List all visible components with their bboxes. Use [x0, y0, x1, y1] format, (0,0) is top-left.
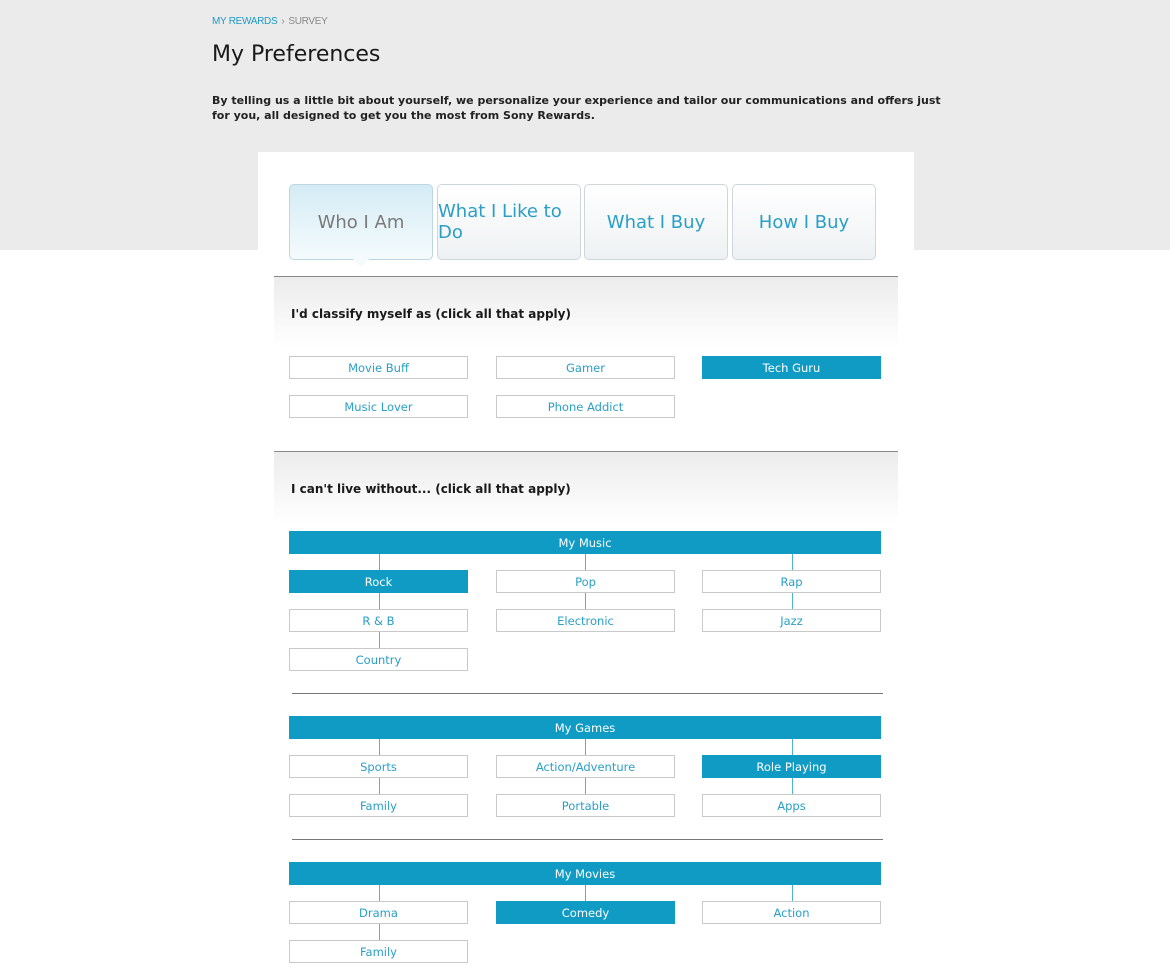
option-rock[interactable]: Rock: [289, 570, 468, 593]
option-games-family[interactable]: Family: [289, 794, 468, 817]
connector-line: [585, 593, 586, 609]
page-title: My Preferences: [212, 42, 381, 67]
connector-line: [379, 924, 380, 940]
option-jazz[interactable]: Jazz: [702, 609, 881, 632]
connector-line: [379, 885, 380, 901]
option-comedy[interactable]: Comedy: [496, 901, 675, 924]
connector-line: [792, 554, 793, 570]
connector-line: [379, 593, 380, 609]
tab-who-i-am[interactable]: Who I Am: [289, 184, 433, 260]
intro-text: By telling us a little bit about yourself, we personalize your experience and tailor our communications and offers just for you, all designed to get you the most from Sony Rewards.: [212, 94, 941, 122]
connector-line: [585, 885, 586, 901]
breadcrumb-separator: ›: [281, 16, 285, 27]
option-apps[interactable]: Apps: [702, 794, 881, 817]
option-action[interactable]: Action: [702, 901, 881, 924]
group-my-music-header[interactable]: My Music: [289, 531, 881, 554]
group-my-movies-header[interactable]: My Movies: [289, 862, 881, 885]
group-my-games-header[interactable]: My Games: [289, 716, 881, 739]
option-portable[interactable]: Portable: [496, 794, 675, 817]
connector-line: [379, 739, 380, 755]
tab-what-i-like-to-do[interactable]: What I Like to Do: [437, 184, 581, 260]
section-classify-label: I'd classify myself as (click all that apply): [291, 307, 571, 321]
connector-line: [792, 885, 793, 901]
connector-line: [585, 739, 586, 755]
connector-line: [379, 632, 380, 648]
connector-line: [792, 593, 793, 609]
breadcrumb: [212, 16, 328, 27]
connector-line: [585, 778, 586, 794]
connector-line: [792, 778, 793, 794]
option-music-lover[interactable]: Music Lover: [289, 395, 468, 418]
option-phone-addict[interactable]: Phone Addict: [496, 395, 675, 418]
connector-line: [379, 554, 380, 570]
option-electronic[interactable]: Electronic: [496, 609, 675, 632]
tab-what-i-buy[interactable]: What I Buy: [584, 184, 728, 260]
connector-line: [792, 739, 793, 755]
option-rap[interactable]: Rap: [702, 570, 881, 593]
option-tech-guru[interactable]: Tech Guru: [702, 356, 881, 379]
option-gamer[interactable]: Gamer: [496, 356, 675, 379]
option-movies-family[interactable]: Family: [289, 940, 468, 963]
group-divider: [292, 839, 883, 840]
option-country[interactable]: Country: [289, 648, 468, 671]
option-movie-buff[interactable]: Movie Buff: [289, 356, 468, 379]
breadcrumb-current: SURVEY: [288, 16, 328, 27]
tab-how-i-buy[interactable]: How I Buy: [732, 184, 876, 260]
option-sports[interactable]: Sports: [289, 755, 468, 778]
breadcrumb-my-rewards-link[interactable]: MY REWARDS: [212, 16, 278, 27]
option-pop[interactable]: Pop: [496, 570, 675, 593]
section-cant-live-without-label: I can't live without... (click all that apply): [291, 482, 571, 496]
connector-line: [379, 778, 380, 794]
option-action-adventure[interactable]: Action/Adventure: [496, 755, 675, 778]
connector-line: [585, 554, 586, 570]
active-tab-pointer: [352, 258, 370, 267]
group-divider: [292, 693, 883, 694]
option-r-and-b[interactable]: R & B: [289, 609, 468, 632]
option-drama[interactable]: Drama: [289, 901, 468, 924]
option-role-playing[interactable]: Role Playing: [702, 755, 881, 778]
